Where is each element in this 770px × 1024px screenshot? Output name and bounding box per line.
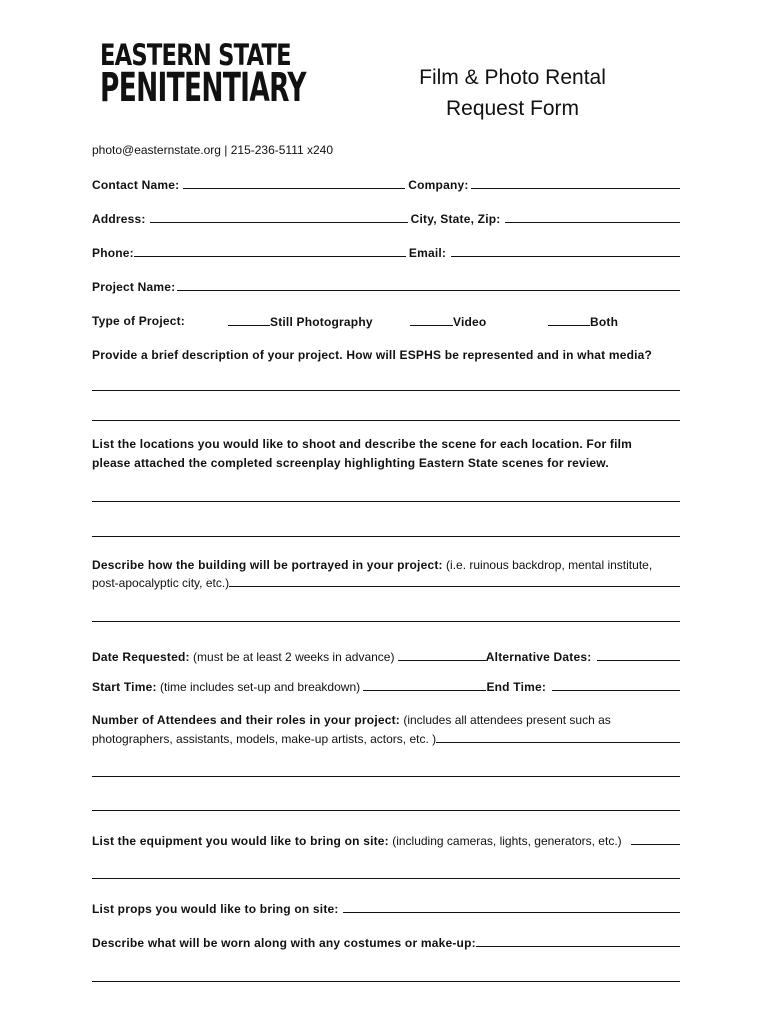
city-state-zip-label: City, State, Zip: xyxy=(410,212,501,226)
equipment-question: List the equipment you would like to bring on site: xyxy=(92,834,389,848)
both-blank[interactable] xyxy=(548,314,590,326)
contact-name-label: Contact Name: xyxy=(92,178,180,192)
props-question: List props you would like to bring on site: xyxy=(92,902,339,916)
logo-line-1: EASTERN STATE xyxy=(100,38,291,72)
company-field[interactable] xyxy=(471,177,680,189)
attendees-question: Number of Attendees and their roles in your project: xyxy=(92,713,400,727)
locations-line-1[interactable] xyxy=(92,501,680,502)
equipment-row xyxy=(92,833,680,848)
email-label: Email: xyxy=(408,246,447,260)
phone-label: Phone: xyxy=(92,246,134,260)
locations-question-line-2: please attached the completed screenplay highlighting Eastern State scenes for review. xyxy=(92,456,609,470)
equipment-note: (including cameras, lights, generators, etc.) xyxy=(388,834,625,848)
description-line-2[interactable] xyxy=(92,420,680,421)
phone-field[interactable] xyxy=(134,245,406,257)
portrayed-question-row xyxy=(92,558,680,572)
start-time-field[interactable] xyxy=(363,679,486,691)
date-requested-row xyxy=(92,649,680,664)
props-field[interactable] xyxy=(343,901,680,913)
costumes-row xyxy=(92,935,680,950)
video-blank[interactable] xyxy=(410,314,453,326)
still-photography-option[interactable] xyxy=(228,314,373,329)
project-name-row xyxy=(92,279,680,294)
end-time-label: End Time: xyxy=(486,680,547,694)
both-label: Both xyxy=(590,315,619,329)
portrayed-field[interactable] xyxy=(229,575,680,587)
still-photography-label: Still Photography xyxy=(270,315,373,329)
attendees-question-row xyxy=(92,713,680,727)
address-row xyxy=(92,211,680,226)
attendees-line-2[interactable] xyxy=(92,810,680,811)
props-row xyxy=(92,901,680,916)
project-name-field[interactable] xyxy=(177,279,680,291)
logo xyxy=(100,38,306,111)
description-line-1[interactable] xyxy=(92,390,680,391)
locations-line-2[interactable] xyxy=(92,536,680,537)
portrayed-second-row xyxy=(92,575,680,590)
alternative-dates-field[interactable] xyxy=(597,649,680,661)
start-time-row xyxy=(92,679,680,694)
date-note: (must be at least 2 weeks in advance) xyxy=(189,650,398,664)
form-title xyxy=(380,62,645,124)
address-field[interactable] xyxy=(150,211,408,223)
address-label: Address: xyxy=(92,212,146,226)
attendees-field[interactable] xyxy=(436,731,680,743)
costumes-question: Describe what will be worn along with any costumes or make-up: xyxy=(92,936,476,950)
portrayed-question: Describe how the building will be portrayed in your project: xyxy=(92,558,443,572)
both-option[interactable] xyxy=(548,314,618,329)
attendees-note-2: photographers, assistants, models, make-up artists, actors, etc. ) xyxy=(92,732,437,746)
costumes-line[interactable] xyxy=(92,981,680,982)
portrayed-line[interactable] xyxy=(92,621,680,622)
still-photography-blank[interactable] xyxy=(228,314,270,326)
attendees-note-1: (includes all attendees present such as xyxy=(400,713,611,727)
start-time-note: (time includes set-up and breakdown) xyxy=(156,680,364,694)
attendees-line-1[interactable] xyxy=(92,776,680,777)
video-option[interactable] xyxy=(410,314,486,329)
form-title-line-2: Request Form xyxy=(445,97,580,120)
company-label: Company: xyxy=(408,178,469,192)
project-name-label: Project Name: xyxy=(92,280,176,294)
portrayed-note-1: (i.e. ruinous backdrop, mental institute, xyxy=(442,558,653,572)
date-requested-field[interactable] xyxy=(398,649,486,661)
alternative-dates-label: Alternative Dates: xyxy=(485,650,592,664)
type-of-project-row xyxy=(92,314,680,330)
phone-email-row xyxy=(92,245,680,260)
contact-company-row xyxy=(92,177,680,192)
email-field[interactable] xyxy=(451,245,680,257)
logo-line-2: PENITENTIARY xyxy=(100,65,306,111)
start-time-label: Start Time: xyxy=(92,680,157,694)
type-of-project-label: Type of Project: xyxy=(92,314,185,328)
end-time-field[interactable] xyxy=(552,679,680,691)
portrayed-note-2: post-apocalyptic city, etc.) xyxy=(92,576,230,590)
date-requested-label: Date Requested: xyxy=(92,650,190,664)
contact-info: photo@easternstate.org | 215-236-5111 x240 xyxy=(92,143,334,157)
form-title-line-1: Film & Photo Rental xyxy=(419,66,606,89)
video-label: Video xyxy=(453,315,487,329)
locations-question-line-1: List the locations you would like to shoot and describe the scene for each location. For film xyxy=(92,437,633,451)
equipment-field[interactable] xyxy=(631,833,680,845)
city-state-zip-field[interactable] xyxy=(505,211,680,223)
attendees-second-row xyxy=(92,731,680,746)
contact-name-field[interactable] xyxy=(183,177,405,189)
costumes-field[interactable] xyxy=(476,935,680,947)
description-question: Provide a brief description of your project. How will ESPHS be represented and in what media? xyxy=(92,348,653,362)
equipment-line[interactable] xyxy=(92,878,680,879)
